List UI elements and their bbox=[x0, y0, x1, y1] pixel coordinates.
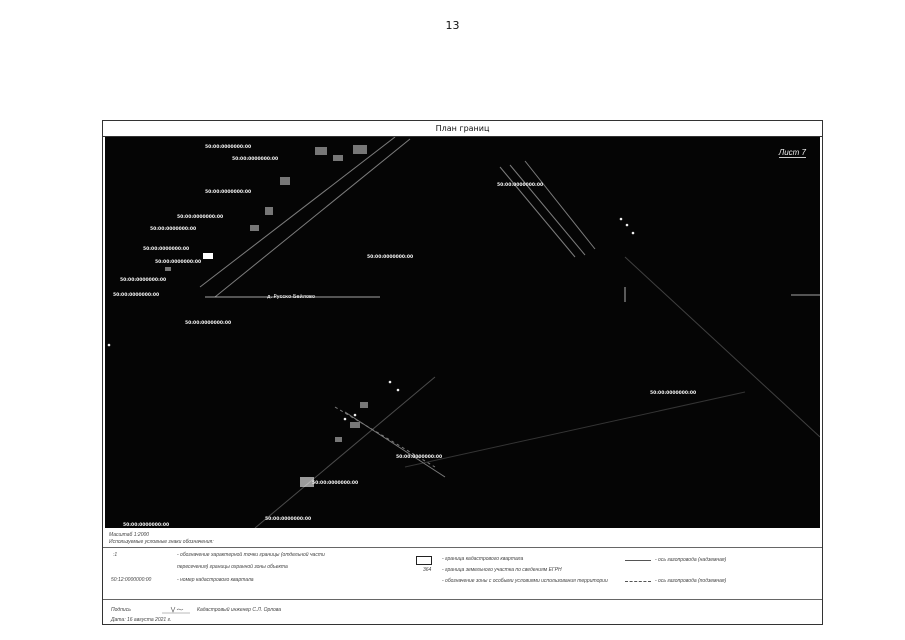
sheet-label: Лист 7 bbox=[778, 148, 806, 157]
cadastral-number-label: 50:00:0000000:00 bbox=[113, 293, 160, 298]
cadastral-number-label: 50:00:0000000:00 bbox=[497, 183, 544, 188]
quarter-description: - номер кадастрового квартала bbox=[177, 577, 254, 583]
point-description: - обозначение характерной точки границы (отдельной части bbox=[177, 552, 325, 558]
signature-label: Подпись bbox=[111, 607, 131, 613]
cadastral-number-label: 50:00:0000000:00 bbox=[265, 517, 312, 522]
cadastral-number-label: 50:00:0000000:00 bbox=[120, 278, 167, 283]
date-text: Дата: 16 августа 2021 г. bbox=[111, 617, 172, 623]
cadastral-number-label: 50:00:0000000:00 bbox=[205, 190, 252, 195]
map-drawing bbox=[105, 137, 820, 528]
cadastral-number-label: 50:00:0000000:00 bbox=[143, 247, 190, 252]
point-description-cont: пересечения) границы охранной зоны объекта bbox=[177, 564, 288, 570]
quarter-boundary-symbol bbox=[416, 556, 432, 565]
cadastral-number-label: 50:00:0000000:00 bbox=[185, 321, 232, 326]
cadastral-number-label: 50:00:0000000:00 bbox=[150, 227, 197, 232]
page-number: 13 bbox=[445, 19, 460, 32]
cadastral-number-label: 50:00:0000000:00 bbox=[155, 260, 202, 265]
overhead-gas-line-symbol bbox=[625, 560, 651, 561]
quarter-boundary-text: - граница кадастрового квартала bbox=[442, 556, 524, 562]
cadastral-number-label: 50:00:0000000:00 bbox=[177, 215, 224, 220]
parcel-symbol: 364 bbox=[423, 567, 432, 573]
cadastral-number-label: 50:00:0000000:00 bbox=[205, 145, 252, 150]
underground-gas-line-symbol bbox=[625, 581, 651, 582]
overhead-gas-line-text: - ось газопровода (надземная) bbox=[655, 557, 727, 563]
point-symbol: :1 bbox=[113, 552, 118, 558]
cadastral-number-label: 50:00:0000000:00 bbox=[650, 391, 697, 396]
map-area bbox=[105, 137, 820, 528]
cadastral-number-label: 50:00:0000000:00 bbox=[396, 455, 443, 460]
street-label: д. Русско-Бейлово bbox=[267, 294, 316, 300]
legend-heading: Используемые условные знаки обозначения: bbox=[109, 539, 214, 545]
quarter-symbol: 50:12:0000000:00 bbox=[111, 577, 152, 583]
cadastral-number-label: 50:00:0000000:00 bbox=[367, 255, 414, 260]
cadastral-number-label: 50:00:0000000:00 bbox=[232, 157, 279, 162]
boundary-plan-frame bbox=[102, 120, 823, 625]
plan-title: План границ bbox=[103, 121, 822, 137]
signer-text: Кадастровый инженер С.Л. Орлова bbox=[197, 607, 282, 613]
underground-gas-line-text: - ось газопровода (подземная) bbox=[655, 578, 727, 584]
cadastral-number-label: 50:00:0000000:00 bbox=[123, 523, 170, 528]
signature-mark bbox=[161, 605, 191, 615]
parcel-boundary-text: - граница земельного участка по сведениям ЕГРН bbox=[442, 567, 562, 573]
legend bbox=[103, 529, 822, 624]
zone-text: - обозначение зоны с особыми условиями использования территории bbox=[442, 578, 608, 584]
scale-text: Масштаб 1:2000 bbox=[109, 532, 150, 538]
cadastral-number-label: 50:00:0000000:00 bbox=[312, 481, 359, 486]
